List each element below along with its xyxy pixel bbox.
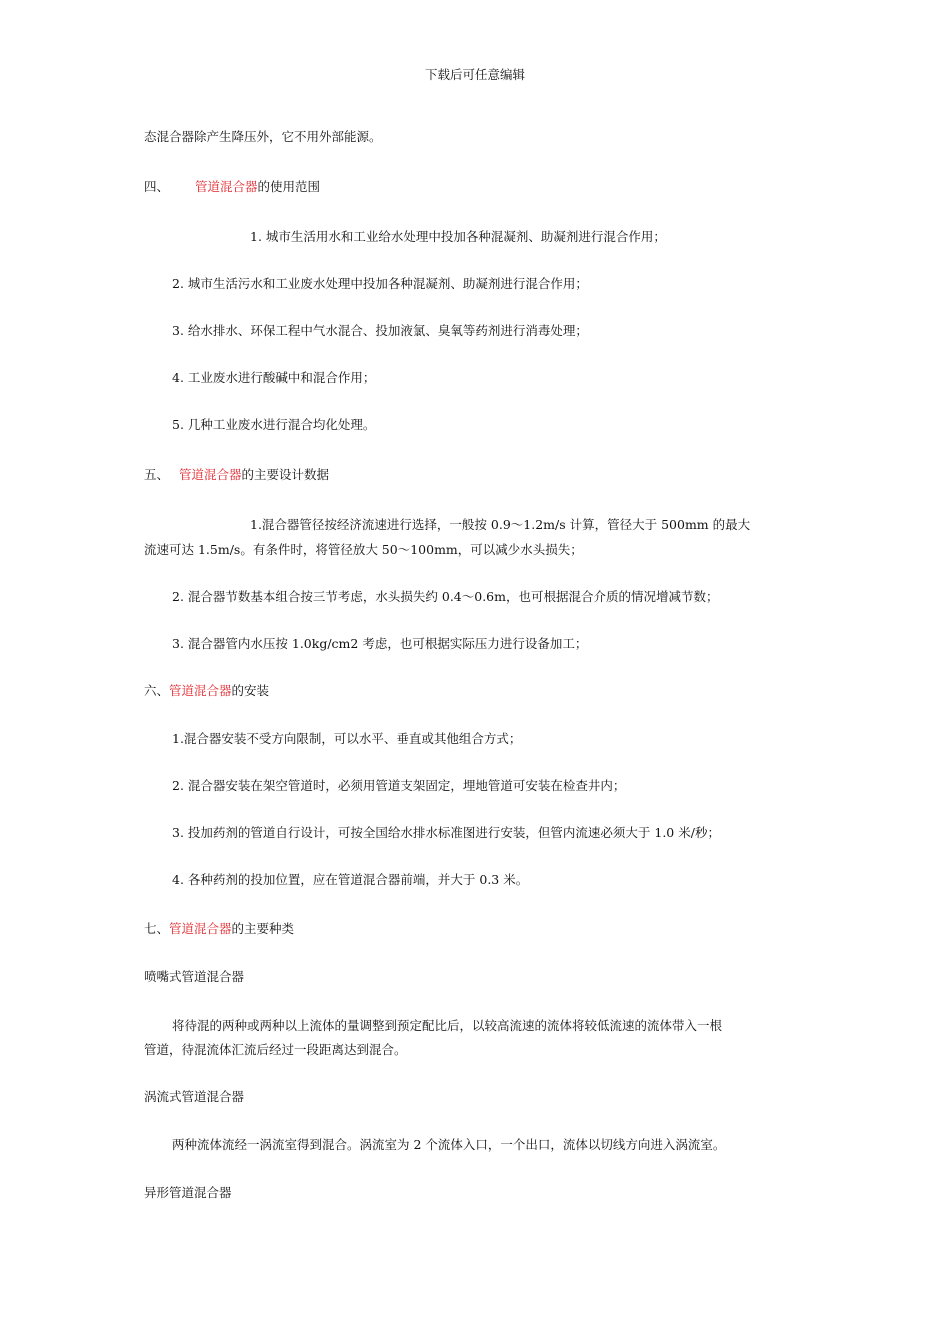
paragraph-line: 态混合器除产生降压外，它不用外部能源。: [144, 129, 382, 144]
list-item: 1.混合器管径按经济流速进行选择，一般按 0.9～1.2m/s 计算，管径大于 500mm 的最大: [250, 517, 751, 532]
heading-prefix: 五、: [144, 467, 170, 482]
list-item: 3. 给水排水、环保工程中气水混合、投加液氯、臭氧等药剂进行消毒处理；: [172, 323, 588, 338]
list-item: 2. 混合器安装在架空管道时，必须用管道支架固定，埋地管道可安装在检查井内；: [172, 778, 626, 793]
section-heading-4: [144, 178, 320, 196]
subheading: 涡流式管道混合器: [144, 1089, 245, 1104]
subheading: 喷嘴式管道混合器: [144, 969, 245, 984]
section-heading-5: [144, 466, 329, 484]
heading-keyword-link[interactable]: 管道混合器: [179, 467, 242, 482]
list-item: 4. 各种药剂的投加位置，应在管道混合器前端，并大于 0.3 米。: [172, 872, 529, 887]
list-item-continued: 流速可达 1.5m/s。有条件时，将管径放大 50～100mm，可以减少水头损失；: [144, 542, 583, 557]
heading-suffix: 的主要设计数据: [241, 467, 330, 482]
list-item: 1.混合器安装不受方向限制，可以水平、垂直或其他组合方式；: [172, 731, 522, 746]
list-item: 3. 混合器管内水压按 1.0kg/cm2 考虑，也可根据实际压力进行设备加工；: [172, 636, 588, 651]
heading-keyword-link[interactable]: 管道混合器: [195, 179, 258, 194]
heading-keyword-link[interactable]: 管道混合器: [169, 683, 232, 698]
heading-prefix: 四、: [144, 179, 170, 194]
list-item: 1. 城市生活用水和工业给水处理中投加各种混凝剂、助凝剂进行混合作用；: [250, 229, 666, 244]
heading-prefix: 六、: [144, 683, 170, 698]
list-item: 3. 投加药剂的管道自行设计，可按全国给水排水标准图进行安装，但管内流速必须大于 1.0 米/秒；: [172, 825, 720, 840]
list-item: 2. 混合器节数基本组合按三节考虑，水头损失约 0.4～0.6m，也可根据混合介质的情况增减节数；: [172, 589, 719, 604]
list-item: 4. 工业废水进行酸碱中和混合作用；: [172, 370, 376, 385]
heading-prefix: 七、: [144, 921, 170, 936]
heading-keyword-link[interactable]: 管道混合器: [169, 921, 232, 936]
page-header: 下载后可任意编辑: [424, 67, 525, 82]
paragraph-line: 两种流体流经一涡流室得到混合。涡流室为 2 个流体入口，一个出口，流体以切线方向进入涡流室。: [172, 1137, 726, 1152]
list-item: 5. 几种工业废水进行混合均化处理。: [172, 417, 376, 432]
paragraph-line: 将待混的两种或两种以上流体的量调整到预定配比后，以较高流速的流体将较低流速的流体带入一根: [172, 1018, 723, 1033]
heading-suffix: 的安装: [231, 683, 270, 698]
heading-suffix: 的使用范围: [257, 179, 321, 194]
paragraph-line: 管道，待混流体汇流后经过一段距离达到混合。: [144, 1042, 407, 1057]
list-item: 2. 城市生活污水和工业废水处理中投加各种混凝剂、助凝剂进行混合作用；: [172, 276, 588, 291]
section-heading-7: [144, 920, 294, 938]
heading-suffix: 的主要种类: [231, 921, 295, 936]
subheading: 异形管道混合器: [144, 1185, 232, 1200]
section-heading-6: [144, 682, 269, 700]
